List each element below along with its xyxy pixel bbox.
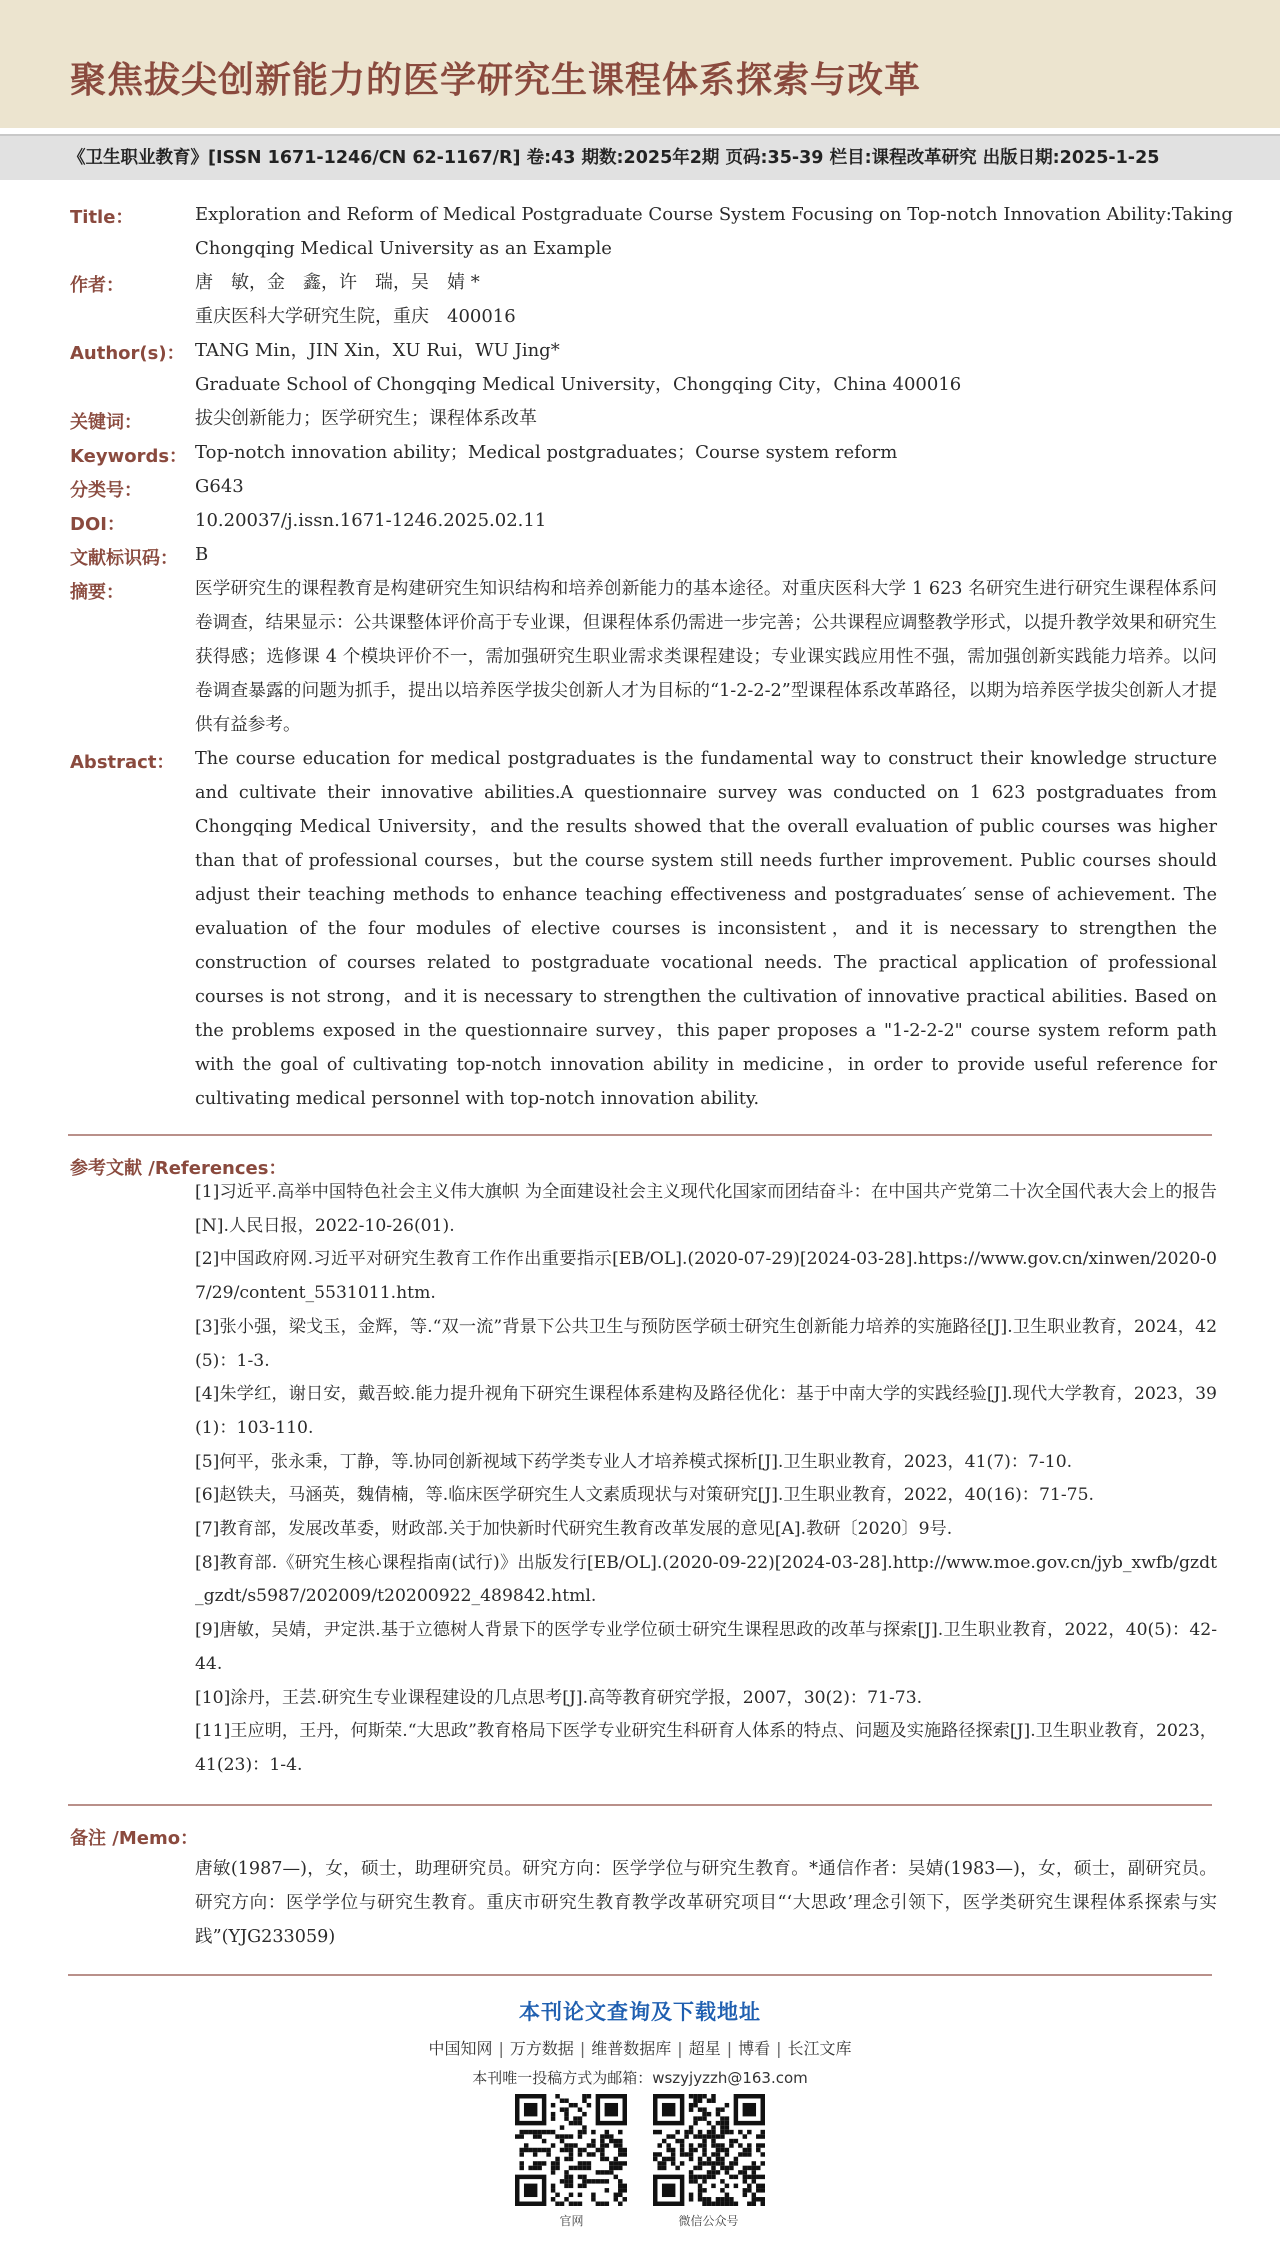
footer-title: 本刊论文查询及下载地址 bbox=[519, 2000, 761, 2024]
authors: 唐 敏，金 鑫，许 瑞，吴 婧 * bbox=[195, 272, 480, 293]
authors-block bbox=[195, 266, 1215, 334]
authors-en: TANG Min，JIN Xin，XU Rui，WU Jing* bbox=[195, 340, 560, 361]
page-title: 聚焦拔尖创新能力的医学研究生课程体系探索与改革 bbox=[70, 60, 922, 101]
database-link[interactable]: 超星 bbox=[688, 2039, 721, 2058]
qr-wechat bbox=[653, 2094, 765, 2229]
memo-label: 备注 /Memo： bbox=[70, 1828, 199, 1849]
abstract-en-label: Abstract： bbox=[70, 752, 175, 773]
keywords: 拔尖创新能力；医学研究生；课程体系改革 bbox=[195, 408, 537, 429]
title-label: Title： bbox=[70, 207, 134, 228]
reference-item: [9]唐敏，吴婧，尹定洪.基于立德树人背景下的医学专业学位硕士研究生课程思政的改革与探索[J].卫生职业教育，2022，40(5)：42-44. bbox=[195, 1620, 1217, 1674]
doc-code-label: 文献标识码： bbox=[70, 548, 178, 569]
classification: G643 bbox=[195, 476, 244, 497]
submission-email: 本刊唯一投稿方式为邮箱：wszyjyzzh@163.com bbox=[472, 2069, 808, 2087]
doi: 10.20037/j.issn.1671-1246.2025.02.11 bbox=[195, 510, 547, 531]
english-title-line: Exploration and Reform of Medical Postgraduate Course System Focusing on Top-notch Innovation Ability:Taking bbox=[195, 204, 1233, 225]
abstract-en: The course education for medical postgraduates is the fundamental way to construct their knowledge structure and cultivate their innovative abilities.A questionnaire survey was conducted on 1 623 postgraduates from Chongqing Medical University，and the results showed that the overall evaluation of public courses was higher than that of professional courses，but the course system still needs further improvement. Public courses should adjust their teaching methods to enhance teaching effectiveness and postgraduates′ sense of achievement. The evaluation of the four modules of elective courses is inconsistent，and it is necessary to strengthen the construction of courses related to postgraduate vocational needs. The practical application of professional courses is not strong，and it is necessary to strengthen the cultivation of innovative practical abilities. Based on the problems exposed in the questionnaire survey，this paper proposes a "1-2-2-2" course system reform path with the goal of cultivating top-notch innovation ability in medicine，in order to provide useful reference for cultivating medical personnel with top-notch innovation ability. bbox=[195, 749, 1217, 1109]
reference-item: [3]张小强，梁戈玉，金辉，等.“双一流”背景下公共卫生与预防医学硕士研究生创新能力培养的实施路径[J].卫生职业教育，2024，42(5)：1-3. bbox=[195, 1316, 1217, 1371]
database-link[interactable]: 万方数据 bbox=[509, 2039, 574, 2058]
references-list bbox=[195, 1176, 1217, 1783]
database-link[interactable]: 中国知网 bbox=[428, 2039, 493, 2058]
english-title-line: Chongqing Medical University as an Example bbox=[195, 238, 612, 259]
doi-label: DOI： bbox=[70, 514, 125, 535]
english-title bbox=[195, 198, 1233, 266]
abstract-cn: 医学研究生的课程教育是构建研究生知识结构和培养创新能力的基本途径。对重庆医科大学 1 623 名研究生进行研究生课程体系问卷调查，结果显示：公共课整体评价高于专业课，但课程体系仍需进一步完善；公共课程应调整教学形式，以提升教学效果和研究生获得感；选修课 4 个模块评价不一，需加强研究生职业需求类课程建设；专业课实践应用性不强，需加强创新实践能力培养。以问卷调查暴露的问题为抓手，提出以培养医学拔尖创新人才为目标的“1-2-2-2”型课程体系改革路径，以期为培养医学拔尖创新人才提供有益参考。 bbox=[195, 579, 1217, 735]
classification-label: 分类号： bbox=[70, 480, 142, 501]
doc-code: B bbox=[195, 544, 209, 565]
reference-item: [6]赵铁夫，马涵英，魏倩楠，等.临床医学研究生人文素质现状与对策研究[J].卫生职业教育，2022，40(16)：71-75. bbox=[195, 1485, 1094, 1506]
divider bbox=[68, 1804, 1212, 1806]
reference-item: [8]教育部.《研究生核心课程指南(试行)》出版发行[EB/OL].(2020-09-22)[2024-03-28].http://www.moe.gov.cn/jyb_xwfb/gzdt_gzdt/s5987/202009/t20200922_489842.html. bbox=[195, 1552, 1217, 1607]
abstract-cn-label: 摘要： bbox=[70, 582, 124, 603]
divider bbox=[68, 1974, 1212, 1976]
qr-website bbox=[515, 2094, 627, 2229]
authors-en-label: Author(s)： bbox=[70, 343, 185, 364]
keywords-label: 关键词： bbox=[70, 412, 142, 433]
qr-code-icon bbox=[515, 2094, 627, 2206]
affiliation-en: Graduate School of Chongqing Medical University，Chongqing City，China 400016 bbox=[195, 374, 962, 395]
references-label: 参考文献 /References： bbox=[70, 1158, 287, 1179]
qr-codes bbox=[0, 2094, 1280, 2229]
reference-item: [10]涂丹，王芸.研究生专业课程建设的几点思考[J].高等教育研究学报，2007，30(2)：71-73. bbox=[195, 1687, 923, 1708]
divider bbox=[68, 1134, 1212, 1136]
database-link[interactable]: 维普数据库 bbox=[591, 2039, 672, 2058]
qr-caption: 官网 bbox=[559, 2214, 584, 2228]
qr-code-icon bbox=[653, 2094, 765, 2206]
authors-label: 作者： bbox=[70, 275, 124, 296]
reference-item: [4]朱学红，谢日安，戴吾蛟.能力提升视角下研究生课程体系建构及路径优化：基于中南大学的实践经验[J].现代大学教育，2023，39(1)：103-110. bbox=[195, 1384, 1217, 1438]
footer bbox=[0, 1996, 1280, 2088]
authors-en-block bbox=[195, 334, 1215, 402]
database-link[interactable]: 博看 bbox=[738, 2039, 771, 2058]
affiliation: 重庆医科大学研究生院，重庆 400016 bbox=[195, 306, 516, 327]
reference-item: [11]王应明，王丹，何斯荣.“大思政”教育格局下医学专业研究生科研育人体系的特点、问题及实施路径探索[J].卫生职业教育，2023，41(23)：1-4. bbox=[195, 1721, 1217, 1775]
database-list: 中国知网 | 万方数据 | 维普数据库 | 超星 | 博看 | 长江文库 bbox=[428, 2039, 852, 2058]
reference-item: [5]何平，张永秉，丁静，等.协同创新视域下药学类专业人才培养模式探析[J].卫生职业教育，2023，41(7)：7-10. bbox=[195, 1451, 1073, 1472]
keywords-en: Top-notch innovation ability；Medical postgraduates；Course system reform bbox=[195, 442, 898, 463]
reference-item: [1]习近平.高举中国特色社会主义伟大旗帜 为全面建设社会主义现代化国家而团结奋斗：在中国共产党第二十次全国代表大会上的报告[N].人民日报，2022-10-26(01). bbox=[195, 1182, 1217, 1236]
memo-text: 唐敏(1987—)，女，硕士，助理研究员。研究方向：医学学位与研究生教育。*通信作者：吴婧(1983—)，女，硕士，副研究员。研究方向：医学学位与研究生教育。重庆市研究生教育教学改革研究项目“‘大思政’理念引领下，医学类研究生课程体系探索与实践”(YJG233059) bbox=[195, 1859, 1217, 1947]
reference-item: [7]教育部，发展改革委，财政部.关于加快新时代研究生教育改革发展的意见[A].教研〔2020〕9号. bbox=[195, 1519, 953, 1540]
qr-caption: 微信公众号 bbox=[678, 2214, 739, 2228]
database-link[interactable]: 长江文库 bbox=[787, 2039, 852, 2058]
reference-item: [2]中国政府网.习近平对研究生教育工作作出重要指示[EB/OL].(2020-07-29)[2024-03-28].https://www.gov.cn/xinwen/2020-07/29/content_5531011.htm. bbox=[195, 1249, 1217, 1304]
journal-info: 《卫生职业教育》[ISSN 1671-1246/CN 62-1167/R] 卷:43 期数:2025年2期 页码:35-39 栏目:课程改革研究 出版日期:2025-1-25 bbox=[68, 148, 1160, 168]
keywords-en-label: Keywords： bbox=[70, 446, 188, 467]
